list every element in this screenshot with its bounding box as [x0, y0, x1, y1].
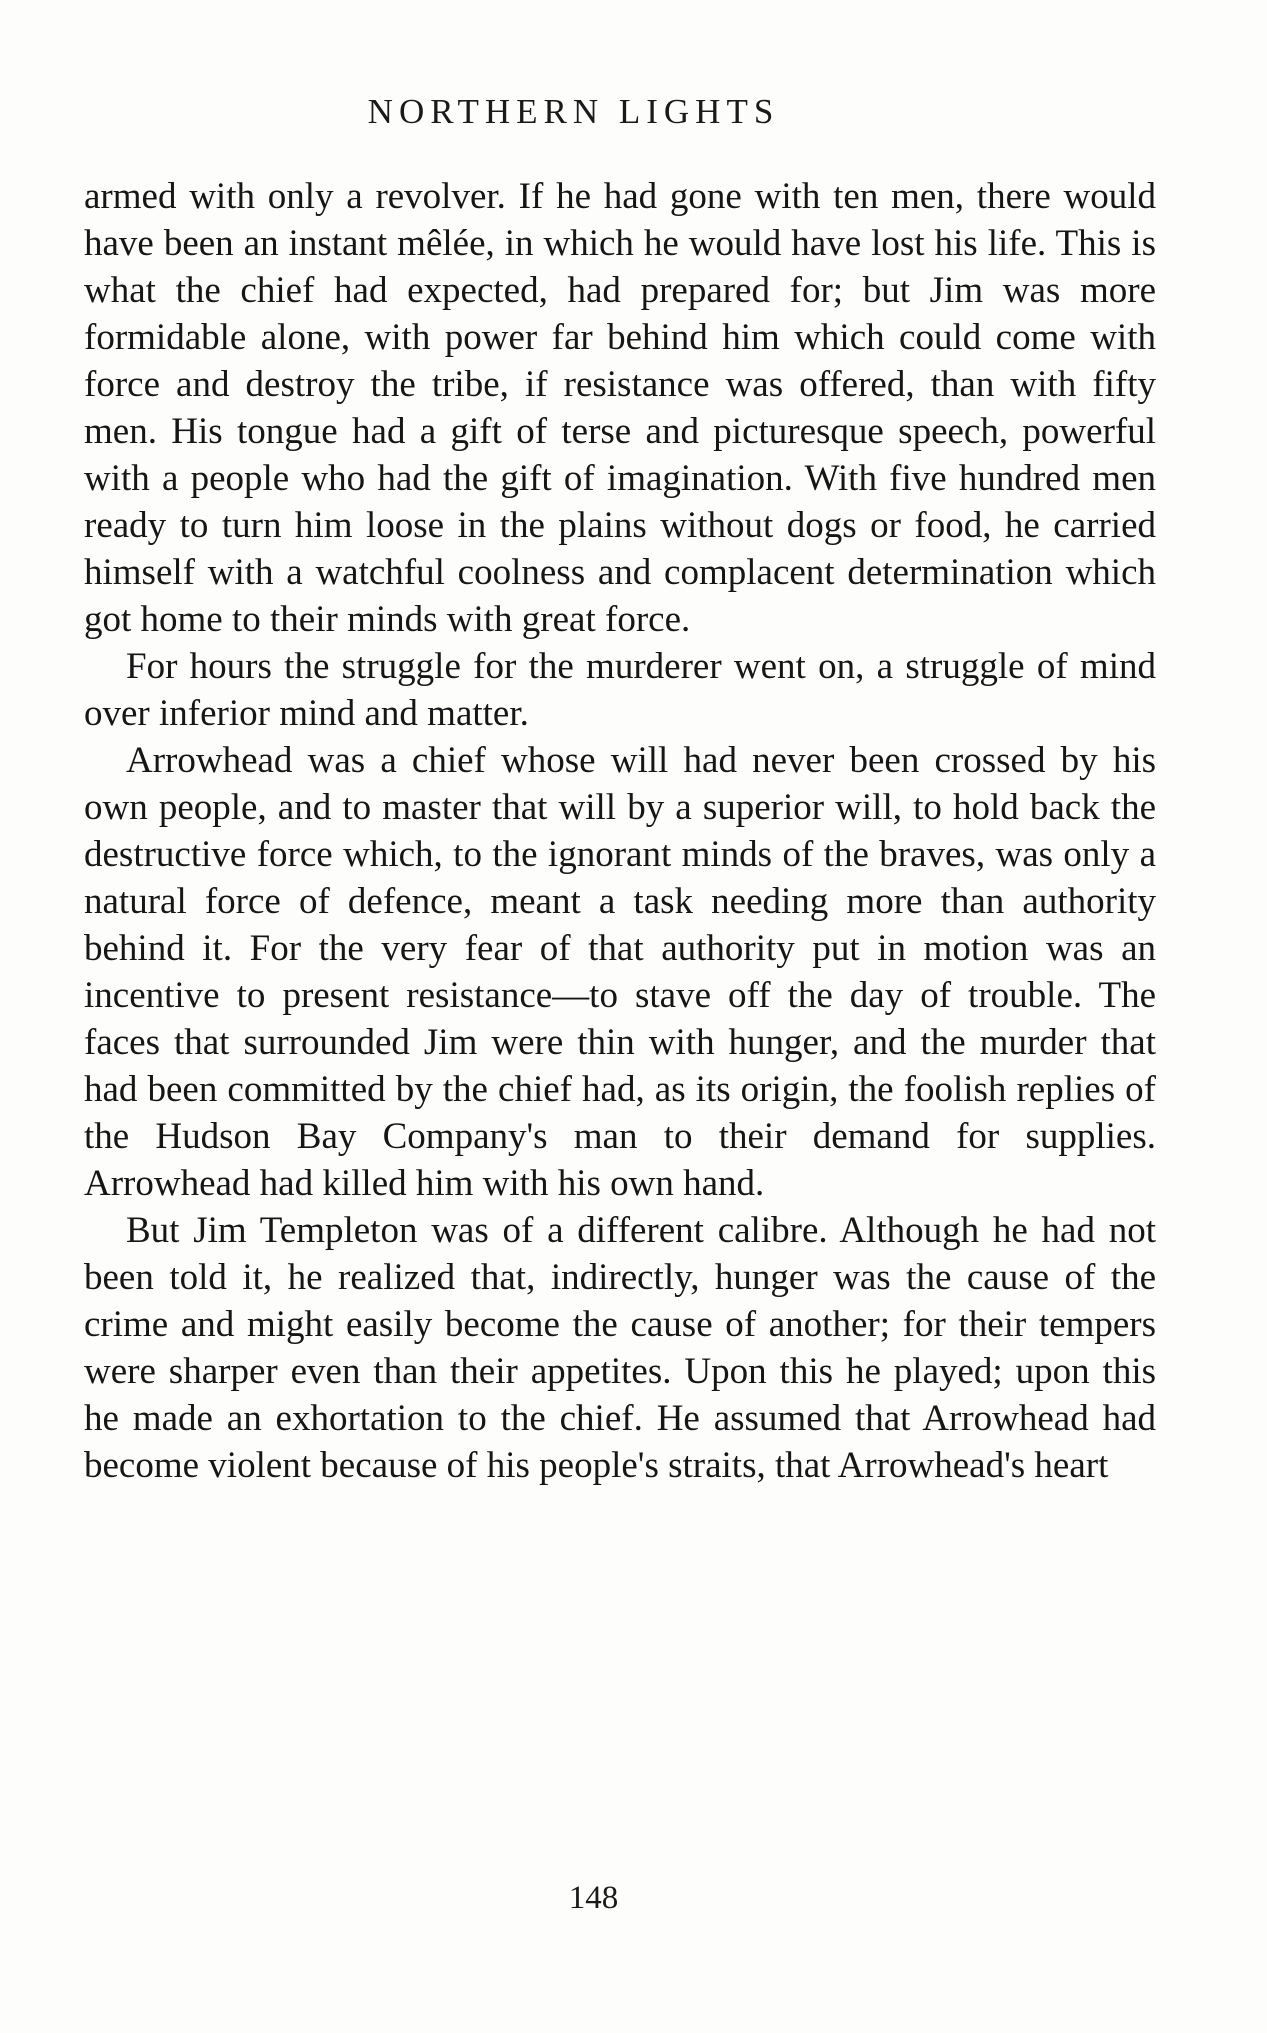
paragraph: But Jim Templeton was of a different calibre. Although he had not been told it, he realized that, indirectly, hunger was the cause of the crime and might easily become the cause of another; for their tempers were sharper even than their appetites. Upon this he played; upon this he made an exhortation to the chief. He assumed that Arrowhead had become violent because of his people's straits, that Arrowhead's heart	[84, 1210, 1156, 1486]
paragraph: For hours the struggle for the murderer went on, a struggle of mind over inferior mind and matter.	[84, 646, 1156, 734]
body-text	[84, 173, 1156, 1489]
page-number: 148	[568, 1880, 619, 1916]
running-title: NORTHERN LIGHTS	[367, 92, 780, 131]
paragraph-continuation: armed with only a revolver. If he had gone with ten men, there would have been an instant mêlée, in which he would have lost his life. This is what the chief had expected, had prepared for; but Jim was more formidable alone, with power far behind him which could come with force and destroy the tribe, if resistance was offered, than with fifty men. His tongue had a gift of terse and picturesque speech, powerful with a people who had the gift of imagination. With five hundred men ready to turn him loose in the plains without dogs or food, he carried himself with a watchful coolness and complacent determination which got home to their minds with great force.	[84, 176, 1156, 640]
paragraph: Arrowhead was a chief whose will had never been crossed by his own people, and to master that will by a superior will, to hold back the destructive force which, to the ignorant minds of the braves, was only a natural force of defence, meant a task needing more than authority behind it. For the very fear of that authority put in motion was an incentive to present resistance—to stave off the day of trouble. The faces that surrounded Jim were thin with hunger, and the murder that had been committed by the chief had, as its origin, the foolish replies of the Hudson Bay Company's man to their demand for supplies. Arrowhead had killed him with his own hand.	[84, 740, 1156, 1204]
